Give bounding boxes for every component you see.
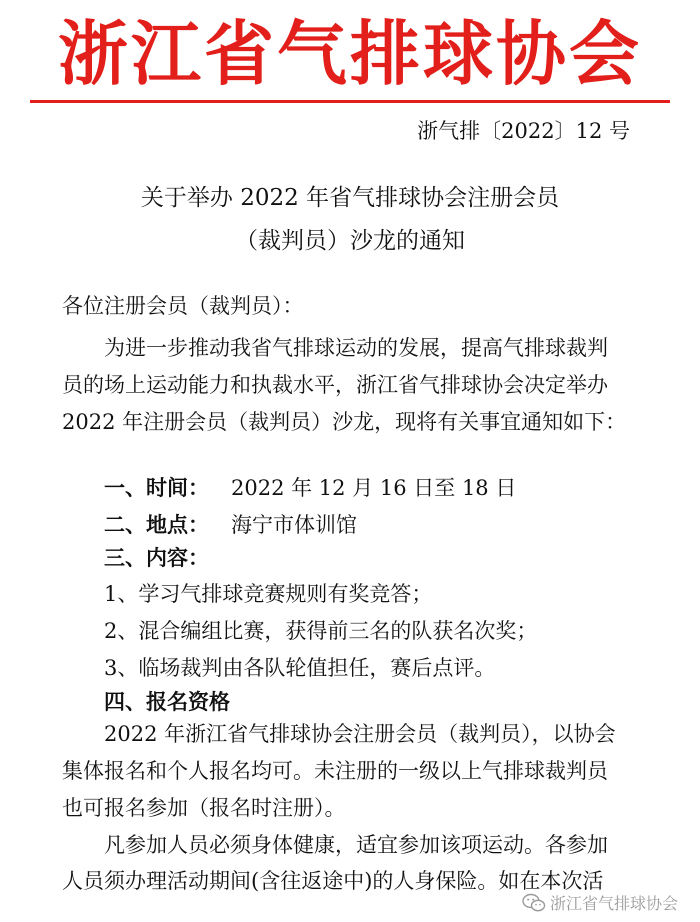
org-header-title: 浙江省气排球协会 — [58, 12, 642, 95]
eligibility-line-1: 2022 年浙江省气排球协会注册会员（裁判员），以协会 — [104, 722, 616, 746]
eligibility-label: 四、报名资格 — [104, 689, 230, 714]
content-item-2: 2、混合编组比赛，获得前三名的队获名次奖； — [104, 619, 538, 643]
eligibility-line-4: 凡参加人员必须身体健康，适宜参加该项运动。各参加 — [104, 833, 608, 857]
intro-line-3: 2022 年注册会员（裁判员）沙龙，现将有关事宜通知如下： — [62, 410, 627, 434]
intro-line-2: 员的场上运动能力和执裁水平，浙江省气排球协会决定举办 — [62, 373, 608, 397]
notice-title-line-1: 关于举办 2022 年省气排球协会注册会员 — [140, 185, 560, 211]
content-item-1: 1、学习气排球竞赛规则有奖竞答； — [104, 582, 433, 606]
eligibility-line-3: 也可报名参加（报名时注册）。 — [62, 796, 346, 820]
place-value: 海宁市体训馆 — [231, 513, 357, 537]
place-label: 二、地点： — [104, 512, 209, 537]
watermark-text: 浙江省气排球协会 — [549, 894, 678, 913]
content-item-3: 3、临场裁判由各队轮值担任，赛后点评。 — [104, 656, 496, 680]
eligibility-line-5: 人员须办理活动期间(含往返途中)的人身保险。如在本次活 — [62, 869, 604, 893]
wechat-icon — [522, 893, 546, 913]
salutation: 各位注册会员（裁判员）： — [62, 294, 304, 318]
notice-title-line-2: （裁判员）沙龙的通知 — [235, 228, 465, 254]
time-value: 2022 年 12 月 16 日至 18 日 — [231, 476, 517, 500]
intro-line-1: 为进一步推动我省气排球运动的发展，提高气排球裁判 — [104, 336, 608, 360]
wechat-watermark — [522, 891, 678, 914]
time-label: 一、时间： — [104, 475, 209, 500]
header-red-rule — [30, 100, 670, 103]
content-label: 三、内容： — [104, 545, 209, 570]
document-number: 浙气排〔2022〕12 号 — [417, 119, 630, 143]
eligibility-line-2: 集体报名和个人报名均可。未注册的一级以上气排球裁判员 — [62, 759, 608, 783]
